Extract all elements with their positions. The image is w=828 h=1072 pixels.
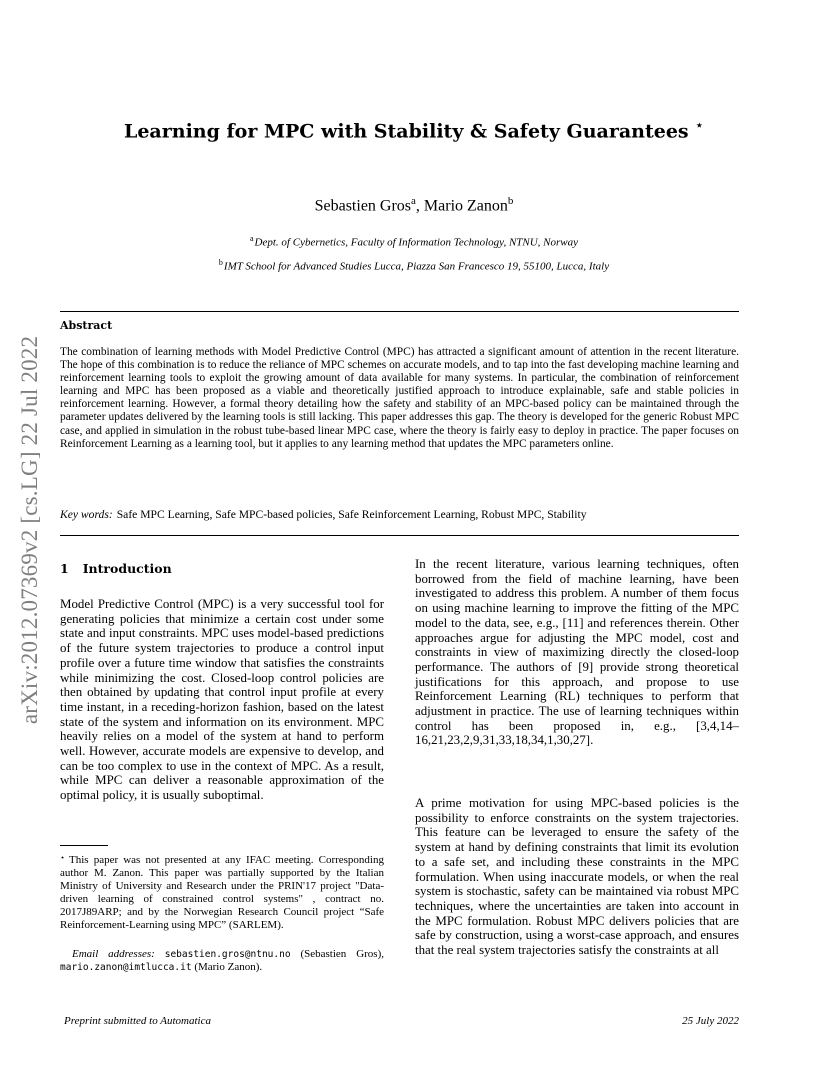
intro-paragraph-right-2: A prime motivation for using MPC-based policies is the possibility to enforce constraints on the system trajectories. This feature can be leveraged to ensure the safety of the system at hand by defining constraints that limit its evolution to a safe set, and including these constraints in the MPC formulation. When using inaccurate models, or when the real system is stochastic, safety can be maintained via robust MPC techniques, where the uncertainties are taken into account in the MPC formulation. Robust MPC delivers policies that are safe by construction, using a worst-case approach, and ensures that the real system trajectories satisfy the constraints at all: [415, 796, 739, 958]
footer-preprint-note: Preprint submitted to Automatica: [64, 1015, 211, 1027]
section-number: 1: [60, 561, 69, 576]
footnote-mark: ⋆: [60, 853, 66, 862]
affiliation-a-text: Dept. of Cybernetics, Faculty of Information Technology, NTNU, Norway: [254, 236, 579, 249]
author-zanon-mark: b: [507, 195, 514, 207]
keywords-label: Key words:: [60, 508, 113, 521]
title-text: Learning for MPC with Stability & Safety Guarantees: [123, 120, 689, 143]
author-zanon: Mario Zanon: [423, 197, 508, 215]
intro-paragraph-right-1: In the recent literature, various learning techniques, often borrowed from the field of machine learning, have been investigated to address this problem. A number of them focus on using machine learning to improve the fitting of the MPC model to the data, see, e.g., [11] and references therein. Other approaches argue for adjusting the MPC model, cost and constraints in view of maximizing directly the closed-loop performance. The authors of [9] provide strong theoretical justifications for this approach, and propose to use Reinforcement Learning (RL) techniques to perform that adjustment in practice. The use of learning techniques within control has been proposed in, e.g., [3,4,14–16,21,23,2,9,31,33,18,34,1,30,27].: [415, 557, 739, 748]
footnote-text: This paper was not presented at any IFAC meeting. Corresponding author M. Zanon. This paper was partially supported by the Italian Ministry of University and Research under the PRIN'17 project "Data-driven learning of constrained control systems" , contract no. 2017J89ARP; and by the Norwegian Research Council project “Safe Reinforcement-Learning using MPC” (SARLEM).: [60, 854, 384, 931]
abstract-bottom-rule: [60, 535, 739, 536]
footer-date: 25 July 2022: [682, 1015, 739, 1027]
affiliation-a-mark: a: [249, 234, 254, 243]
affiliation-b-mark: b: [218, 258, 223, 267]
email-gros-name: (Sebastien Gros),: [290, 948, 385, 960]
abstract-heading: Abstract: [60, 319, 113, 332]
abstract-top-rule: [60, 311, 739, 312]
email-label: Email addresses:: [72, 948, 155, 960]
footnote: [60, 851, 384, 932]
author-gros-mark: a: [411, 195, 416, 207]
keywords: [60, 508, 739, 521]
arxiv-identifier-stamp: [0, 300, 60, 760]
section-title: Introduction: [82, 561, 172, 576]
affiliation-b-text: IMT School for Advanced Studies Lucca, Piazza San Francesco 19, 55100, Lucca, Italy: [223, 260, 610, 273]
email-gros[interactable]: sebastien.gros@ntnu.no: [164, 949, 291, 960]
author-separator: ,: [415, 197, 424, 215]
affiliation-b: [0, 258, 828, 273]
keywords-text: Safe MPC Learning, Safe MPC-based policies, Safe Reinforcement Learning, Robust MPC, Stability: [116, 508, 587, 521]
author-list: [0, 195, 828, 215]
section-heading-introduction: [60, 561, 172, 576]
arxiv-stamp-text: arXiv:2012.07369v2 [cs.LG] 22 Jul 2022: [17, 335, 42, 725]
email-zanon[interactable]: mario.zanon@imtlucca.it: [60, 962, 192, 973]
email-zanon-name: (Mario Zanon).: [191, 961, 263, 973]
footnote-rule: [60, 845, 108, 846]
title-footnote-mark: ⋆: [694, 116, 705, 134]
abstract-body: The combination of learning methods with Model Predictive Control (MPC) has attracted a significant amount of attention in the recent literature. The hope of this combination is to reduce the reliance of MPC schemes on accurate models, and to tap into the fast developing machine learning and reinforcement learning tools to exploit the growing amount of data available for many systems. In particular, the combination of reinforcement learning and MPC has been proposed as a viable and theoretically justified approach to introduce explainable, safe and stable policies in reinforcement learning. However, a formal theory detailing how the safety and stability of an MPC-based policy can be maintained through the parameter updates delivered by the learning tools is still lacking. This paper addresses this gap. The theory is developed for the generic Robust MPC case, and applied in simulation in the robust tube-based linear MPC case, where the theory is fairly easy to deploy in practice. The paper focuses on Reinforcement Learning as a learning tool, but it applies to any learning method that updates the MPC parameters online.: [60, 346, 739, 450]
author-gros: Sebastien Gros: [314, 197, 412, 215]
intro-paragraph-left: Model Predictive Control (MPC) is a very successful tool for generating policies that minimize a certain cost under some state and input constraints. MPC uses model-based predictions of the future system trajectories to produce a control input profile over a future time window that satisfies the constraints while minimizing the cost. Closed-loop control policies are then obtained by updating that control input profile at every time instant, in a receding-horizon fashion, based on the latest state of the system and information on its environment. MPC heavily relies on a model of the system at hand to perform well. However, accurate models are expensive to develop, and can be too complex to use in the context of MPC. As a result, while MPC can deliver a reasonable approximation of the optimal policy, it is usually suboptimal.: [60, 597, 384, 803]
affiliation-a: [0, 234, 828, 249]
email-addresses: [60, 948, 384, 974]
paper-title: [0, 116, 828, 142]
